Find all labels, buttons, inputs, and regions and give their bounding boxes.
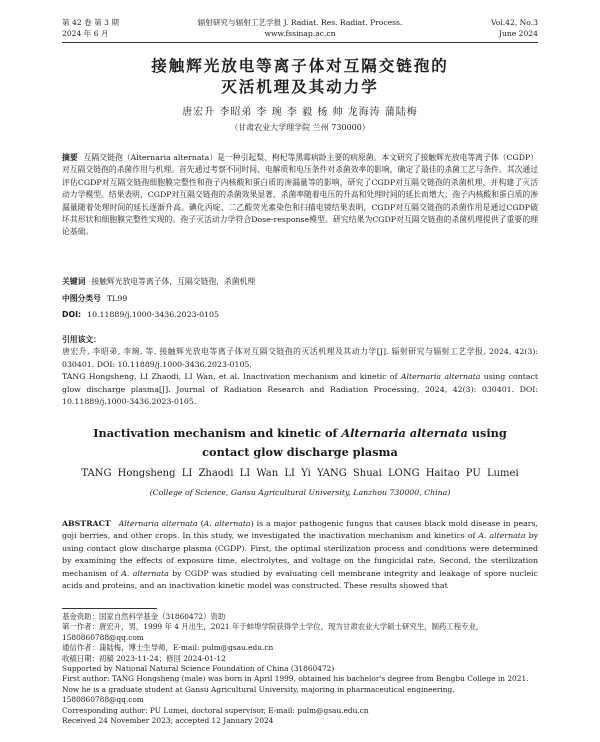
title-cn-line2: 灭活机理及其动力学 [221, 78, 379, 96]
footnote-corresponding: 通信作者：蒲陆梅，博士生导师，E-mail: pulm@gsau.edu.cn [62, 643, 274, 653]
abstract-en-text-1: ( [197, 519, 204, 528]
clc-text: TL99 [106, 294, 128, 303]
affiliation-cn: （甘肃农业大学理学院 兰州 730000） [230, 123, 370, 132]
title-en-line2: contact glow discharge plasma [202, 445, 398, 459]
abstract-en-text-2: ) is a major pathogenic fungus that causes black mold disease in pears, goji berries, and other crops. In this study, we investigated the inactivation mechanism and kinetics of [62, 519, 539, 541]
citation-en-part1: TANG Hongsheng, LI Zhaodi, LI Wan, et al. Inactivation mechanism and kinetic of [62, 372, 401, 382]
title-en-part2: using [467, 426, 507, 440]
abstract-en-species-3: A. alternata [478, 531, 526, 541]
citation-en [62, 371, 538, 408]
citation-label: 引用该文： [62, 335, 101, 344]
footnote-fund: 基金资助：国家自然科学基金（31860472）资助 [62, 612, 226, 621]
title-en-part1: Inactivation mechanism and kinetic of [93, 426, 342, 440]
header-date-en: June 2024 [498, 28, 538, 38]
footnotes [62, 612, 538, 726]
affiliation-en: (College of Science, Gansu Agricultural University, Lanzhou 730000, China) [149, 488, 451, 497]
abstract-cn-text: 互隔交链孢（Alternaria alternata）是一种引起梨、枸杞等黑霉病龄主要的病原菌。本文研究了接触辉光放电等离子体（CGDP）对互隔交链孢的杀菌作用与机理。首先通过考察不同时间、电解质和电压条件对杀菌效率的影响，确定了最佳的杀菌工艺与条件。其次通过评估CGDP对互隔交链孢细胞膜完整性和孢子内核酸和蛋白质的渗漏量等的影响，研究了CGDP对互隔交链孢的杀菌机理，并构建了灭活动力学模型。结果表明，CGDP对互隔交链孢的杀菌效果显著，杀菌率随着电压的升高和处理时间的延长而增大；孢子内核酸和蛋白质的渗漏量随着处理时间的延长逐渐升高。碘化丙啶、二乙酸荧光素染色和扫描电镜结果表明，CGDP对互隔交链孢的杀菌作用是通过CGDP破坏其形状和细胞膜完整性实现的。孢子灭活动力学符合Dose-response模型。研究结果为CGDP对互隔交链孢的杀菌机理提供了重要的理论基础。 [62, 153, 539, 237]
keywords-cn-text: 接触辉光放电等离子体，互隔交链孢，杀菌机理 [91, 277, 256, 286]
header-volume-cn: 第 42 卷 第 3 期 [62, 18, 119, 27]
footnote-corresponding-en: Corresponding author: PU Lumei, doctoral supervisor, E-mail: pulm@gsau.edu.cn [62, 705, 369, 715]
header-journal-url[interactable]: www.fssinap.ac.cn [264, 28, 336, 38]
header-journal-name: 辐射研究与辐射工艺学报 J. Radiat. Res. Radiat. Process. [197, 18, 403, 27]
footnote-supported: Supported by National Natural Science Foundation of China (31860472) [62, 664, 335, 674]
header-rule [62, 42, 538, 43]
doi-line [62, 309, 538, 321]
abstract-en-species-4: A. alternata [121, 568, 169, 578]
title-en-line1 [0, 424, 600, 443]
header-date-cn: 2024 年 6 月 [62, 28, 109, 38]
citation-en-part2: using contact glow discharge plasma[J]. Journal of Radiation Research and Radiation Processing, 2024, 42(3): 030401. DOI: 10.11889/j.1000-3436.2023-0105. [62, 372, 539, 407]
header-issue-en [491, 18, 538, 39]
citation-en-species: Alternaria alternata [400, 372, 481, 382]
footnote-first-author: 第一作者：唐宏升，男，1999 年 4 月出生，2021 年于蚌埠学院获得学士学位，现为甘肃农业大学硕士研究生，制药工程专业，1580860788@qq.com [62, 622, 484, 642]
footnote-first-author-en: First author: TANG Hongsheng (male) was born in April 1999, obtained his bachelor's degree from Bengbu College in 2021. Now he is a graduate student at Gansu Agricultural University, majoring in pharmaceutical engineering, 1580860788@qq.com [62, 674, 529, 705]
clc-number [62, 293, 538, 305]
abstract-en-text-4: by CGDP was studied by evaluating cell membrane integrity and leakage of spore nucleic acids and proteins, and an inactivation kinetic model was constructed. These results showed that [62, 568, 538, 591]
keywords-cn [62, 276, 538, 288]
abstract-cn-label: 摘要 [62, 153, 78, 162]
footnote-dates: 收稿日期：初稿 2023-11-24；修回 2024-01-12 [62, 653, 226, 663]
citation-cn: 唐宏升, 李昭弟, 李琬, 等. 接触辉光放电等离子体对互隔交链孢的灭活机理及其动力学[J]. 辐射研究与辐射工艺学报, 2024, 42(3): 030401. DOI: 10.11889/j.1000-3436.2023-0105. [62, 347, 538, 369]
authors-cn: 唐宏升 李昭弟 李 琬 李 毅 杨 帅 龙海涛 蒲陆梅 [182, 107, 418, 118]
footnote-received-en: Received 24 November 2023; accepted 12 January 2024 [62, 716, 274, 726]
doi-text[interactable]: 10.11889/j.1000-3436.2023-0105 [87, 310, 219, 319]
title-cn [0, 56, 600, 98]
keywords-cn-label: 关键词 [62, 277, 86, 286]
footnote-rule [62, 608, 157, 609]
title-en-species: Alternaria alternata [341, 426, 468, 440]
abstract-en-species-2: A. alternata [203, 519, 251, 528]
title-en [0, 424, 600, 462]
doi-label: DOI: [62, 310, 82, 319]
abstract-en-species-1: Alternaria alternata [118, 519, 198, 528]
abstract-en-text-3: by using contact glow discharge plasma (CGDP). First, the optimal sterilization process and conditions were determined by examining the effects of exposure time, electrolytes, and voltage on the fungicidal rate. Second, the sterilization mechanism of [62, 531, 538, 578]
abstract-en [62, 518, 538, 592]
header-volume-en: Vol.42, No.3 [490, 18, 538, 27]
clc-label: 中图分类号 [62, 294, 101, 303]
abstract-en-label: ABSTRACT [62, 519, 111, 528]
authors-en: TANG Hongsheng LI Zhaodi LI Wan LI Yi YANG Shuai LONG Haitao PU Lumei [81, 468, 519, 479]
abstract-cn [62, 152, 538, 239]
title-cn-line1: 接触辉光放电等离子体对互隔交链孢的 [151, 57, 449, 75]
citation-block [62, 334, 538, 408]
